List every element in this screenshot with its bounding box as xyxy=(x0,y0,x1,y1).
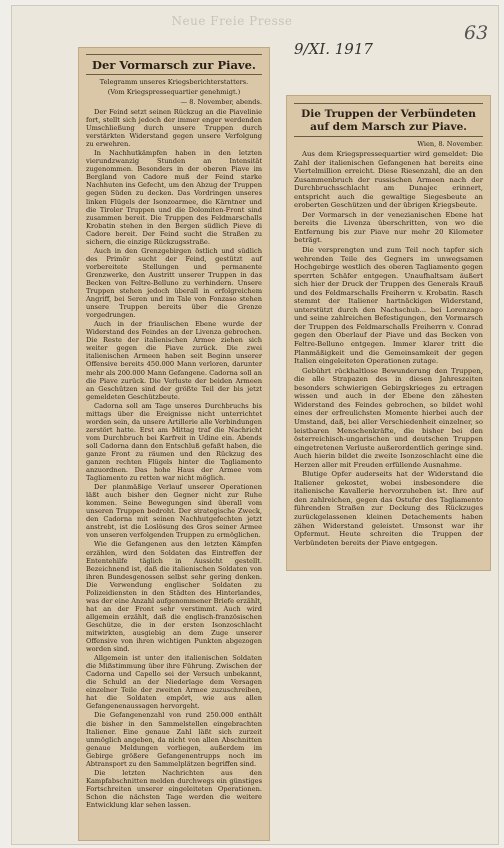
article-paragraph: Allgemein ist unter den italienischen Soldaten die Mißstimmung über ihre Führung. Zwischen der Cadorna und Capello sei der Versuch unbekannt, die Schuld an der Niederlage dem Versagen einzelner Teile der zweiten Armee zuzuschreiben, hat die Soldaten empört, wie aus allen Gefangenenaussagen hervorgeht. xyxy=(86,654,262,711)
article-paragraph: Auch in den Grenzgebirgen östlich und südlich des Primör sucht der Feind, gestützt auf vorbereitete Stellungen und permanente Grenzwerke, den Austritt unserer Truppen in das Becken von Feltre-Belluno zu verhindern. Unsere Truppen stehen jedoch überall in erfolgreichem Angriff, bei Seren und im Tale von Fonzaso stehen unsere Truppen bereits über die Grenze vorgedrungen. xyxy=(86,246,262,320)
article-paragraph: Aus dem Kriegspressequartier wird gemeldet: Die Zahl der italienischen Gefangenen hat bereits eine Viertelmillion erreicht. Diese Riesenzahl, die an den Zusammenbruch der russischen Armeen nach der Durchbruchsschlacht am Dunajec erinnert, entspricht auch die gewaltige Siegesbeute an eroberten Geschützen und der übrigen Kriegsbeute. xyxy=(294,150,483,210)
clipping-left xyxy=(79,48,269,840)
archive-sheet xyxy=(12,6,498,844)
article-paragraph: Die letzten Nachrichten aus den Kampfabschnitten melden durchwegs ein günstiges Fortschreiten unserer eingeleiteten Operationen. Schon die nächsten Tage werden die weitere Entwicklung klar sehen lassen. xyxy=(86,768,262,809)
newspaper-masthead: Neue Freie Presse xyxy=(171,14,293,28)
article-paragraph: Gebührt rückhaltlose Bewunderung den Truppen, die alle Strapazen des in diesen Jahreszeiten besonders schwierigen Gebirgskrieges zu ertragen wissen und auch in der Ebene den zähesten Widerstand des Feindes gebrochen, so bildet wohl eines der erfreulichsten Momente hierbei auch der Umstand, daß, bei aller Verschiedenheit einzelner, so leistbaren Menschenkräfte, die bisher bei den österreichisch-ungarischen und deutschen Truppen eingetretenen Verluste außerordentlich geringe sind. Auch hierin bildet die zweite Isonzoschlacht eine die Herzen aller mit Freuden erfüllende Ausnahme. xyxy=(294,366,483,469)
divider xyxy=(86,54,262,55)
article-paragraph: In Nachhutkämpfen haben in den letzten vierundzwanzig Stunden an Intensität zugenommen. Besonders in der oberen Piave im Bergland von Cadore muß der Feind starke Nachhuten ins Gefecht, um den Abzug der Truppen gegen Süden zu decken. Das Vordringen unseres linken Flügels der Isonzoarmee, die Kärntner und die Tiroler Truppen und die Dolomiten-Front sind zusammen bereit. Die Truppen des Feldmarschalls Krobatin stehen in den Bergen südlich Pieve di Cadore bereit. Der Feind sucht die Straßen zu sichern, die einzige Rückzugsstraße. xyxy=(86,149,262,246)
divider xyxy=(86,74,262,75)
article-source: (Vom Kriegspressequartier genehmigt.) xyxy=(107,88,241,96)
article-dateline: — 8. November, abends. xyxy=(180,98,262,106)
article-title: Der Vormarsch zur Piave. xyxy=(92,58,256,72)
article-paragraph: Der Vormarsch in der venezianischen Ebene hat bereits die Livenza überschritten, von wo die Entfernung bis zur Piave nur mehr 20 Kilometer beträgt. xyxy=(294,210,483,245)
article-paragraph: Blutige Opfer auderseits hat der Widerstand die Italiener gekostet, wobei insbesondere die italienische Kavallerie hervorzuheben ist. Ihre auf den zahlreichen, gegen das Ostufer des Tagliamento führenden Straßen zur Deckung des Rückzuges zurückgelassenen kleinen Detachements haben zähen Widerstand geleistet. Umsonst war ihr Opfermut. Heute schreiten die Truppen der Verbündeten bereits der Piave entgegen. xyxy=(294,470,483,547)
article-paragraph: Cadorna soll am Tage unseres Durchbruchs bis mittags über die Ereignisse nicht unterrichtet worden sein, da unsere Artillerie alle Verbindungen zerstört hatte. Erst am Mittag traf die Nachricht vom Durchbruch bei Karfreit in Udine ein. Abends soll Cadorna dann den Entschluß gefaßt haben, die ganze Front zu räumen und den Rückzug des ganzen rechten Flügels hinter die Tagliamento anzuordnen. Das hohe Haus der Armee vom Tagliamento zu retten war nicht möglich. xyxy=(86,401,262,483)
article-paragraph: Die versprengten und zum Teil noch tapfer sich wehrenden Teile des Gegners im unwegsamen Hochgebirge westlich des oberen Tagliamento gegen sperrten Schäfer entgegen. Unaufhaltsam äußert sich hier der Druck der Truppen des Generals Krauß und des Feldmarschalls Freiherrn v. Krobatin. Rasch stemmt der Italiener hartnäckigen Widerstand, unterstützt durch den Nachschub... bei Lorenzago und seine zahlreichen Befestigungen, den Vormarsch der Truppen des Feldmarschalls Freiherrn v. Conrad gegen den Oberlauf der Piave und das Becken von Feltre-Belluno entgegen. Immer klarer tritt die Planmäßigkeit und die Gemeinsamkeit der gegen Italien eingeleiteten Operationen zutage. xyxy=(294,246,483,366)
divider xyxy=(294,136,483,137)
divider xyxy=(294,103,483,104)
article-dateline: Wien, 8. November. xyxy=(417,140,483,148)
article-paragraph: Wie die Gefangenen aus den letzten Kämpfen erzählen, wird den Soldaten das Eintreffen der Ententehilfe täglich in Aussicht gestellt. Bezeichnend ist, daß die italienischen Soldaten von ihren Bundesgenossen selbst sehr gering denken. Die Verwendung englischer Soldaten zu Polizeidiensten in den Städten des Hinterlandes, was der eine Anzahl aufgenommener Briefe erzählt, hat an der Front sehr verstimmt. Auch wird allgemein erzählt, daß die englisch-französischen Geschütze, die in der ersten Isonzoschlacht mitwirkten, ausgiebig an dem Zuge unserer Offensive von ihren wichtigen Punkten abgezogen worden sind. xyxy=(86,540,262,654)
article-paragraph: Auch in der friaulischen Ebene wurde der Widerstand des Feindes an der Livenza gebrochen. Die Reste der italienischen Armee ziehen sich weiter gegen die Piave zurück. Die zwei italienischen Armeen haben seit Beginn unserer Offensive bereits 450.000 Mann verloren, darunter mehr als 200.000 Mann Gefangene. Cadorna soll an die Piave zurück. Die Verluste der beiden Armeen an Geschützen sind der größte Teil der bis jetzt gemeldeten Geschützbeute. xyxy=(86,320,262,401)
article-paragraph: Die Gefangenenzahl von rund 250.000 enthält die bisher in den Sammelstellen eingebrachten Italiener. Eine genaue Zahl läßt sich zurzeit unmöglich angeben, da nicht von allen Abschnitten genaue Meldungen vorliegen, außerdem im Gebirge größere Gefangenentrupps noch im Abtransport zu den Sammelplätzen begriffen sind. xyxy=(86,711,262,768)
article-paragraph: Der Feind setzt seinen Rückzug an die Piavelinie fort, stellt sich jedoch der immer enger werdenden Umschließung durch unsere Truppen durch verstärkten Widerstand gegen unsere Verfolgung zu erwehren. xyxy=(86,108,262,149)
article-title: Die Truppen der Verbündeten auf dem Marsch zur Piave. xyxy=(301,108,476,133)
clipping-right xyxy=(287,96,490,570)
article-paragraph: Der planmäßige Verlauf unserer Operationen läßt auch bisher den Gegner nicht zur Ruhe kommen. Seine Bewegungen sind überall vom unseren Truppen bedroht. Der strategische Zweck, den Cadorna mit seinen Nachhutgefechten jetzt anstrebt, ist die Loslösung des Gros seiner Armee von unseren verfolgenden Truppen zu ermöglichen. xyxy=(86,483,262,540)
handwritten-date: 9/XI. 1917 xyxy=(294,40,373,58)
handwritten-page-number: 63 xyxy=(464,22,489,44)
article-subtitle: Telegramm unseres Kriegsberichterstatters. xyxy=(99,78,249,86)
